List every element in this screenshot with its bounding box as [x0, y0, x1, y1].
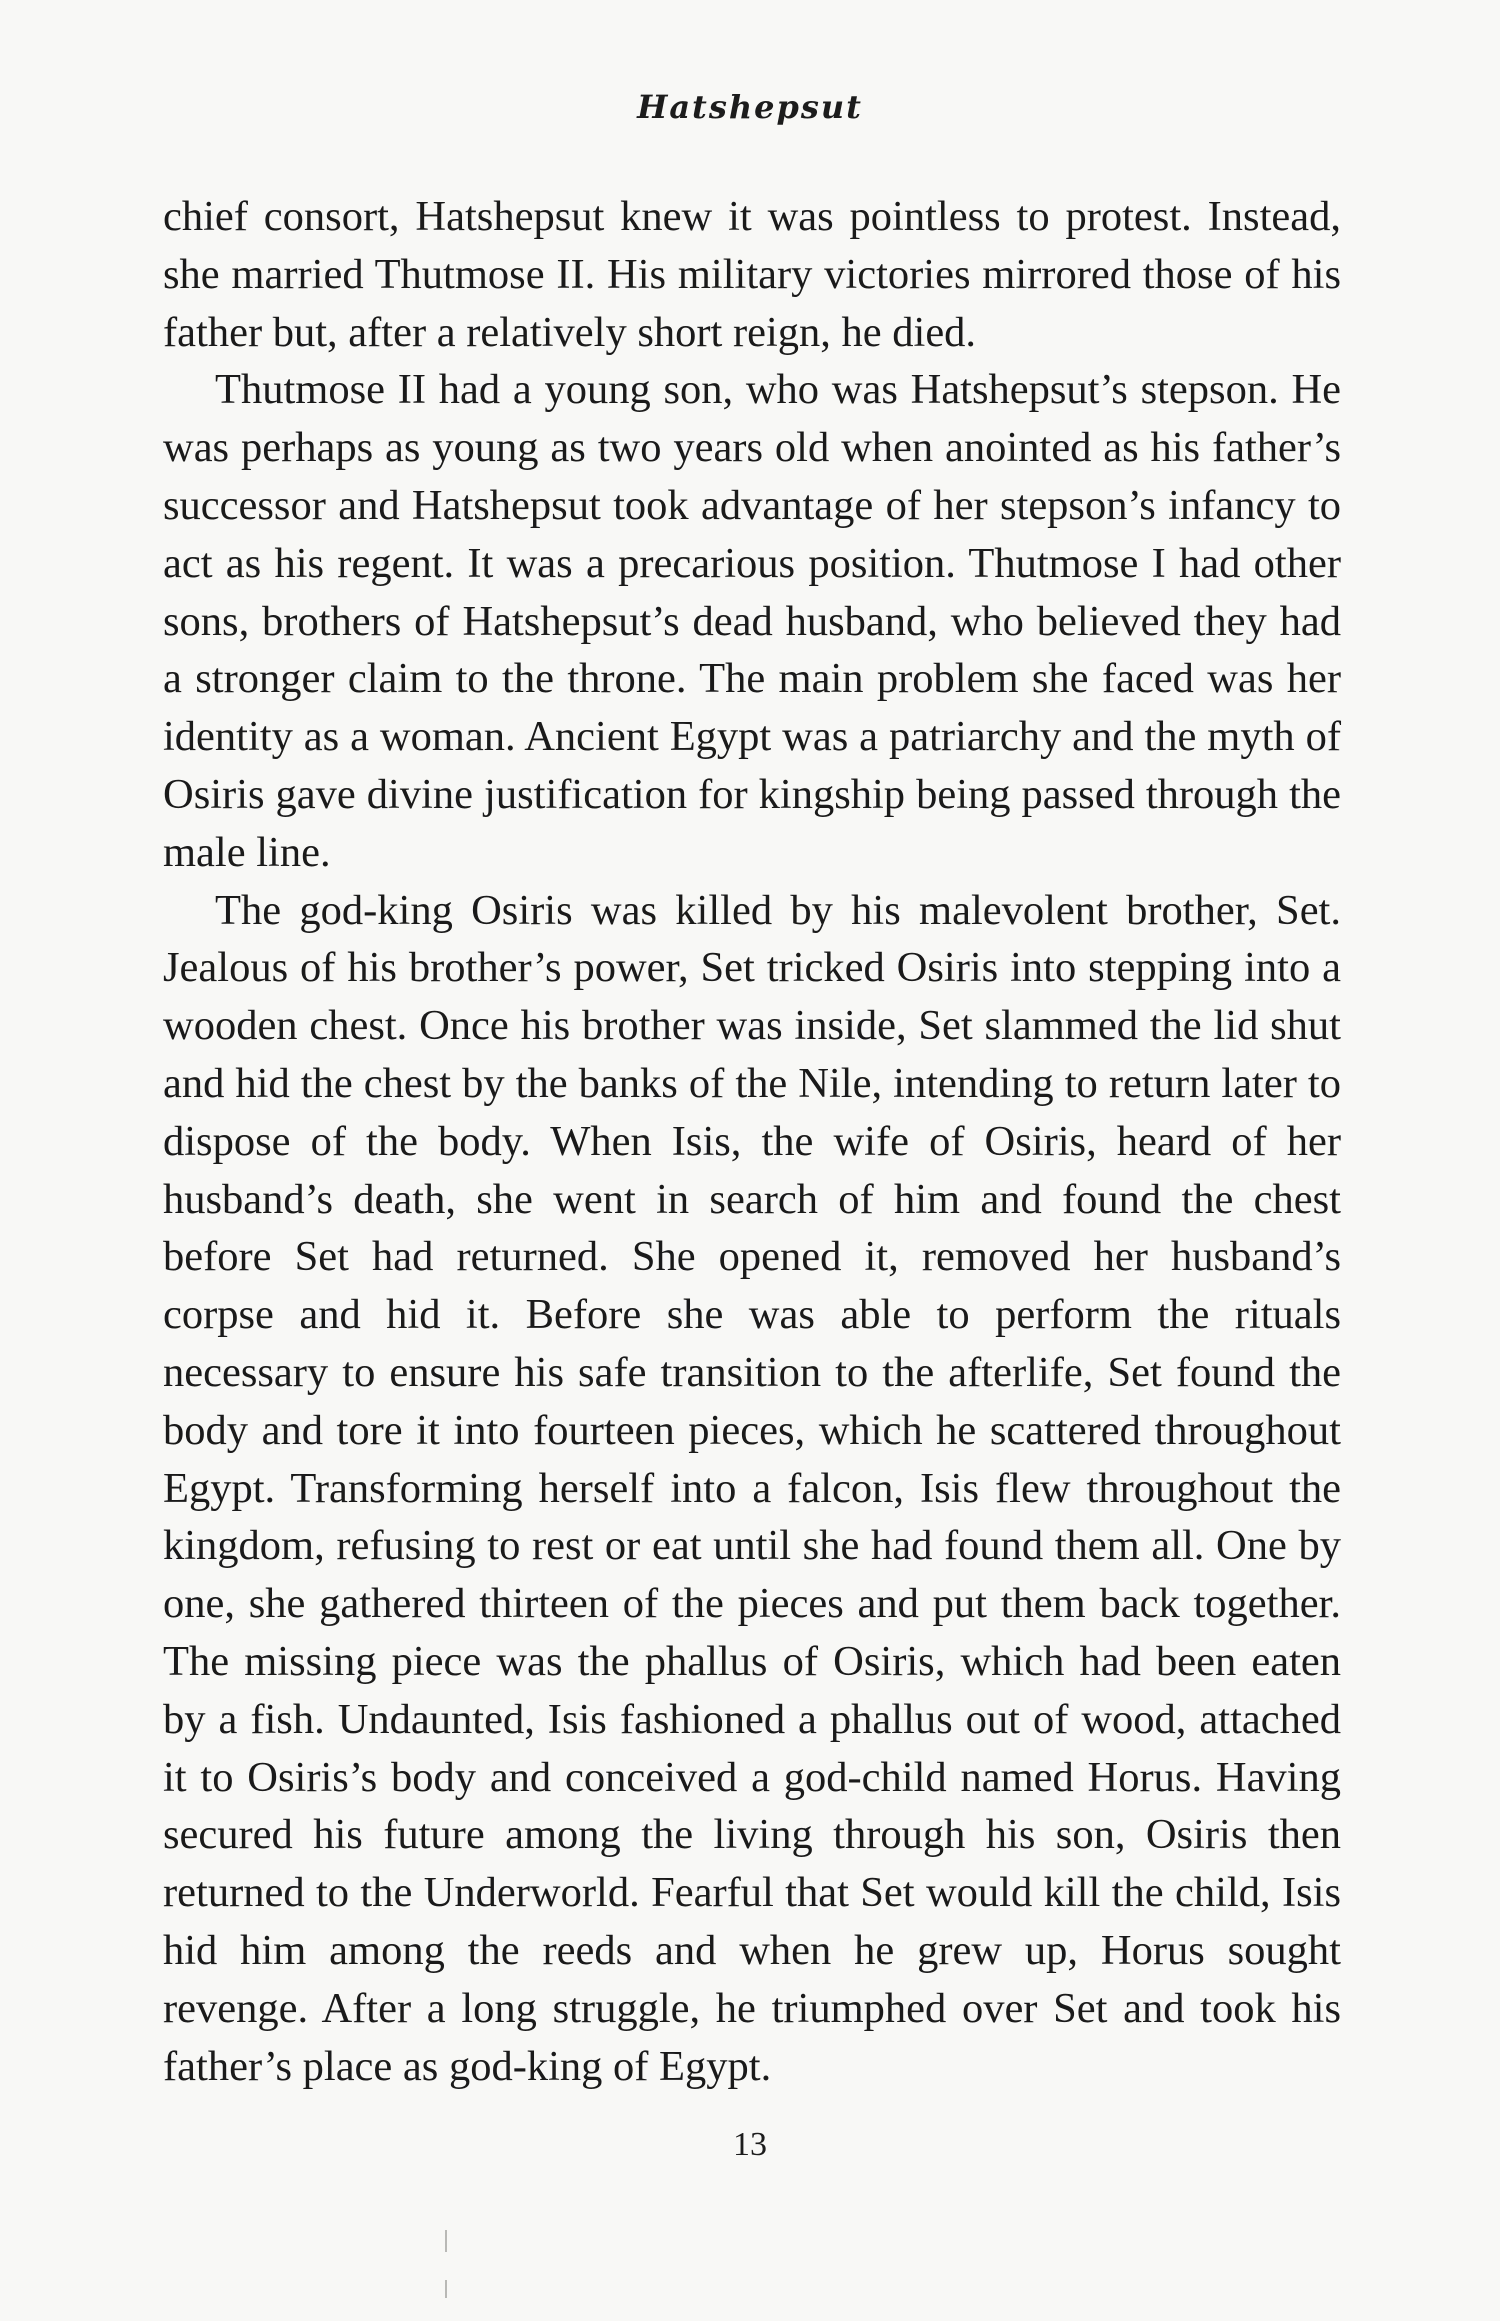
body-text: [163, 188, 1341, 2095]
paragraph-continuation: chief consort, Hatshepsut knew it was pointless to protest. Instead, she married Thutmose II. His military victories mirrored those of his father but, after a relatively short reign, he died.: [163, 193, 1341, 356]
paragraph-osiris-myth: The god-king Osiris was killed by his malevolent brother, Set. Jealous of his brother’s power, Set tricked Osiris into stepping into a wooden chest. Once his brother was inside, Set slammed the lid shut and hid the chest by the banks of the Nile, intending to return later to dispose of the body. When Isis, the wife of Osiris, heard of her husband’s death, she went in search of him and found the chest before Set had returned. She opened it, removed her husband’s corpse and hid it. Before she was able to perform the rituals necessary to ensure his safe transition to the afterlife, Set found the body and tore it into fourteen pieces, which he scattered throughout Egypt. Transforming herself into a falcon, Isis flew throughout the kingdom, refusing to rest or eat until she had found them all. One by one, she gathered thirteen of the pieces and put them back together. The missing piece was the phallus of Osiris, which had been eaten by a fish. Undaunted, Isis fashioned a phallus out of wood, attached it to Osiris’s body and conceived a god-child named Horus. Having secured his future among the living through his son, Osiris then returned to the Underworld. Fearful that Set would kill the child, Isis hid him among the reeds and when he grew up, Horus sought revenge. After a long struggle, he triumphed over Set and took his father’s place as god-king of Egypt.: [163, 886, 1341, 2090]
running-head-title: Hatshepsut: [637, 88, 863, 126]
scan-mark: [445, 2230, 447, 2252]
paragraph-thutmose-regency: Thutmose II had a young son, who was Hatshepsut’s stepson. He was perhaps as young as two years old when anointed as his father’s successor and Hatshepsut took advantage of her stepson’s infancy to act as his regent. It was a precarious position. Thutmose I had other sons, brothers of Hatshepsut’s dead husband, who believed they had a stronger claim to the throne. The main problem she faced was her identity as a woman. Ancient Egypt was a patriarchy and the myth of Osiris gave divine justification for kingship being passed through the male line.: [163, 366, 1341, 876]
scan-mark: [445, 2280, 447, 2298]
page-number: 13: [733, 2126, 767, 2163]
